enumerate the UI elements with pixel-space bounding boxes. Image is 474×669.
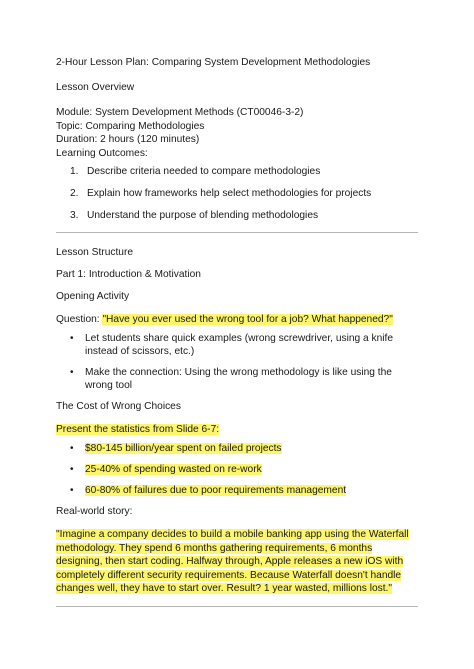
list-number: 3. [70, 210, 79, 221]
outcomes-list [56, 165, 418, 222]
list-text: 25-40% of spending wasted on re-work [85, 464, 262, 475]
list-item [70, 463, 418, 476]
list-text: 60-80% of failures due to poor requirements management [85, 485, 347, 496]
list-item [70, 187, 418, 200]
bullet-glyph: • [70, 443, 74, 454]
outcomes-heading: Learning Outcomes: [56, 147, 148, 159]
part-1-heading: Part 1: Introduction & Motivation [56, 269, 201, 280]
question-label: Question: [56, 314, 103, 325]
overview-heading: Lesson Overview [56, 82, 135, 93]
stats-bullets [56, 442, 418, 497]
list-text: Let students share quick examples (wrong screwdriver, using a knife instead of scissors, etc.) [85, 333, 394, 357]
list-item [70, 209, 418, 222]
section-divider [56, 232, 418, 233]
cost-heading: The Cost of Wrong Choices [56, 401, 181, 412]
list-item [70, 332, 418, 358]
list-item [70, 484, 418, 497]
bullet-glyph: • [70, 367, 74, 378]
duration-line: Duration: 2 hours (120 minutes) [56, 134, 200, 145]
bullet-glyph: • [70, 464, 74, 475]
module-line: Module: System Development Methods (CT00046-3-2) [56, 107, 304, 118]
story-paragraph [56, 528, 418, 596]
list-text: Understand the purpose of blending methodologies [87, 210, 319, 221]
list-text: Make the connection: Using the wrong methodology is like using the wrong tool [85, 367, 392, 391]
question-text: "Have you ever used the wrong tool for a job? What happened?" [102, 314, 393, 325]
lesson-meta [56, 106, 418, 160]
bullet-glyph: • [70, 485, 74, 496]
list-item [70, 366, 418, 392]
bullet-glyph: • [70, 333, 74, 344]
story-text: "Imagine a company decides to build a mobile banking app using the Waterfall methodology. They spend 6 months gathering requirements, 6 months designing, then start coding. Halfway through, Apple releases a new iOS with completely different security requirements. Because Waterfall doesn't handle changes well, they have to start over. Result? 1 year wasted, millions lost." [56, 529, 409, 594]
activity-bullets [56, 332, 418, 392]
list-text: Explain how frameworks help select methodologies for projects [87, 188, 372, 199]
opening-activity-heading: Opening Activity [56, 291, 130, 302]
list-number: 1. [70, 166, 79, 177]
section-divider [56, 606, 418, 607]
list-number: 2. [70, 188, 79, 199]
document-title: 2-Hour Lesson Plan: Comparing System Development Methodologies [56, 57, 371, 68]
list-text: $80-145 billion/year spent on failed projects [85, 443, 282, 454]
list-item [70, 165, 418, 178]
stats-intro-line [56, 423, 418, 436]
topic-line: Topic: Comparing Methodologies [56, 120, 205, 132]
list-item [70, 442, 418, 455]
list-text: Describe criteria needed to compare methodologies [87, 166, 321, 177]
story-heading: Real-world story: [56, 506, 133, 517]
question-line [56, 313, 418, 326]
stats-intro: Present the statistics from Slide 6-7: [56, 424, 220, 435]
structure-heading: Lesson Structure [56, 247, 134, 258]
